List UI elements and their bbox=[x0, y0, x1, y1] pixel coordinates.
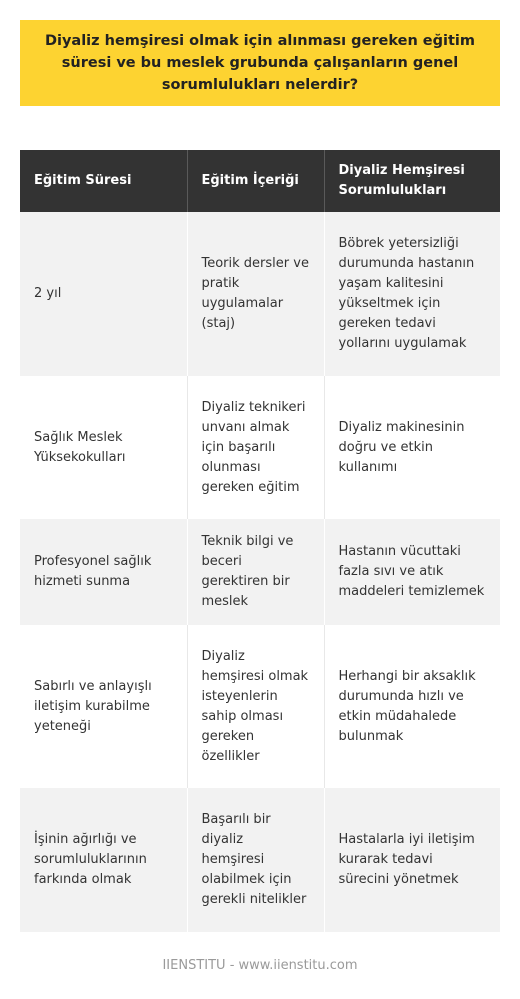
table-cell: Böbrek yetersizliği durumunda hastanın yaşam kalitesini yükseltmek için gereken tedavi yollarını uygulamak bbox=[324, 212, 500, 376]
table-cell: Teorik dersler ve pratik uygulamalar (staj) bbox=[187, 212, 324, 376]
table-cell: İşinin ağırlığı ve sorumluluklarının farkında olmak bbox=[20, 788, 187, 932]
table-row bbox=[20, 788, 500, 932]
footer-credit: IIENSTITU - www.iienstitu.com bbox=[162, 958, 358, 973]
table-cell: Diyaliz teknikeri unvanı almak için başarılı olunması gereken eğitim bbox=[187, 376, 324, 519]
table-header-row bbox=[20, 150, 500, 212]
header-education-content: Eğitim İçeriği bbox=[187, 150, 324, 212]
table-row bbox=[20, 212, 500, 376]
table-row bbox=[20, 376, 500, 519]
question-text: Diyaliz hemşiresi olmak için alınması gereken eğitim süresi ve bu meslek grubunda çalışanların genel sorumlulukları nelerdir? bbox=[44, 33, 476, 93]
table-cell: Diyaliz hemşiresi olmak isteyenlerin sahip olması gereken özellikler bbox=[187, 625, 324, 788]
table-row bbox=[20, 625, 500, 788]
table-cell: Diyaliz makinesinin doğru ve etkin kullanımı bbox=[324, 376, 500, 519]
header-nurse-responsibilities: Diyaliz Hemşiresi Sorumlulukları bbox=[324, 150, 500, 212]
table-cell: Hastanın vücuttaki fazla sıvı ve atık maddeleri temizlemek bbox=[324, 519, 500, 625]
table-cell: Sağlık Meslek Yüksekokulları bbox=[20, 376, 187, 519]
table-cell: Hastalarla iyi iletişim kurarak tedavi sürecini yönetmek bbox=[324, 788, 500, 932]
table-cell: Sabırlı ve anlayışlı iletişim kurabilme yeteneği bbox=[20, 625, 187, 788]
table-row bbox=[20, 519, 500, 625]
table-cell: Herhangi bir aksaklık durumunda hızlı ve etkin müdahalede bulunmak bbox=[324, 625, 500, 788]
header-education-duration: Eğitim Süresi bbox=[20, 150, 187, 212]
table-cell: Başarılı bir diyaliz hemşiresi olabilmek için gerekli nitelikler bbox=[187, 788, 324, 932]
table-cell: Teknik bilgi ve beceri gerektiren bir meslek bbox=[187, 519, 324, 625]
question-banner bbox=[20, 20, 500, 106]
table-cell: 2 yıl bbox=[20, 212, 187, 376]
education-table bbox=[20, 150, 500, 932]
table-cell: Profesyonel sağlık hizmeti sunma bbox=[20, 519, 187, 625]
